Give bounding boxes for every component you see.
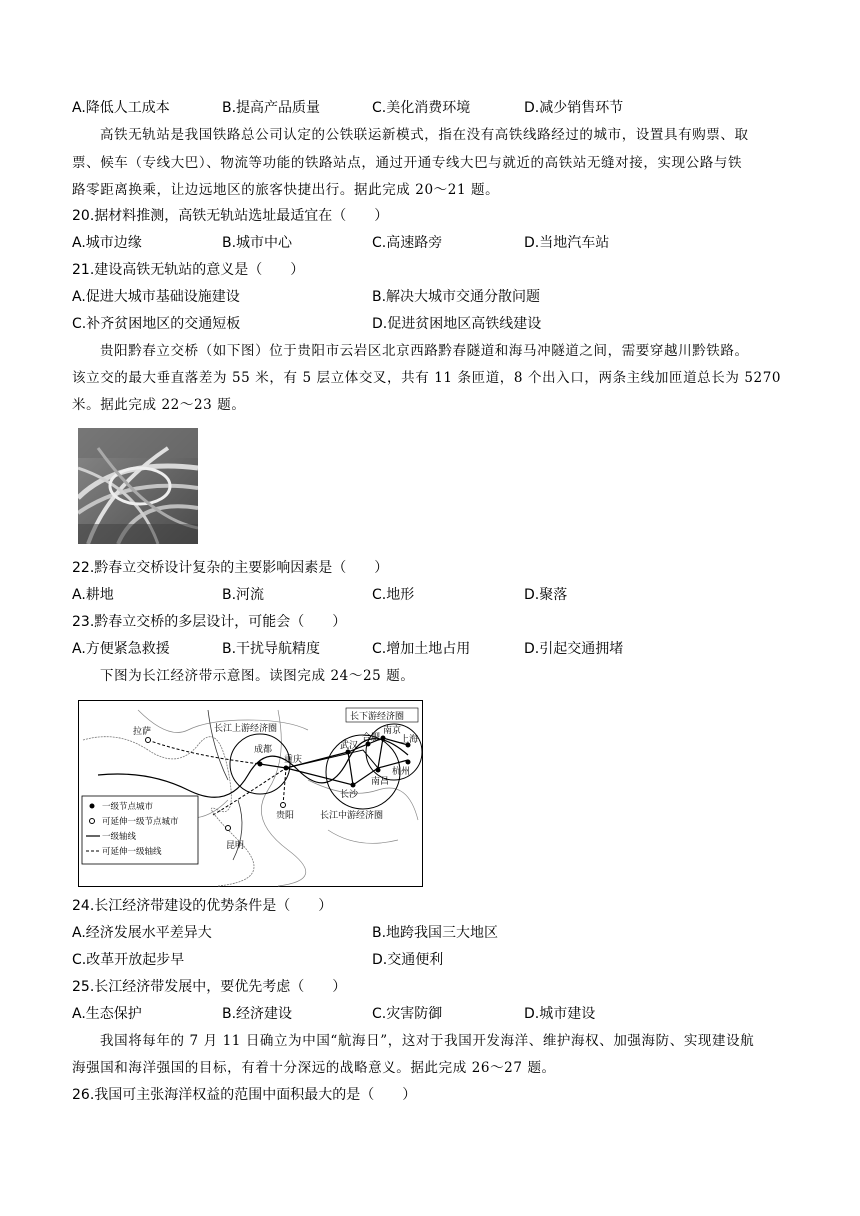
passage4-line: 我国将每年的 7 月 11 日确立为中国“航海日”，这对于我国开发海洋、维护海权、加强海防、实现建设航 [100,1033,755,1049]
q20-stem: 20.据材料推测，高铁无轨站选址最适宜在（ ） [72,208,389,224]
q25-option-a: A.生态保护 [72,1006,142,1022]
q23-stem: 23.黔春立交桥的多层设计，可能会（ ） [72,614,347,630]
legend-label: 可延伸一级轴线 [102,847,162,857]
q23-options [72,639,796,659]
map-city-label: 拉萨 [133,727,152,737]
q23-option-a: A.方便紧急救援 [72,641,170,657]
legend-label: 一级轴线 [102,832,137,842]
map-region-label: 长江上游经济圈 [214,724,278,734]
q20-option-b: B.城市中心 [222,235,293,251]
q21-option-c: C.补齐贫困地区的交通短板 [72,316,241,332]
q20-options [72,233,796,253]
q23-option-b: B.干扰导航精度 [222,641,321,657]
q25-option-c: C.灾害防御 [372,1006,443,1022]
map-city-label: 昆明 [226,841,245,851]
passage2-line: 米。据此完成 22～23 题。 [72,397,246,413]
q21-options-row2 [72,314,796,334]
q23-option-d: D.引起交通拥堵 [524,641,624,657]
interchange-photo [78,428,198,544]
q24-options-row2 [72,950,796,970]
passage2-line: 该立交的最大垂直落差为 55 米，有 5 层立体交叉，共有 11 条匝道，8 个出入口，两条主线加匝道总长为 5270 [72,370,782,386]
q22-option-b: B.河流 [222,587,265,603]
q25-option-b: B.经济建设 [222,1006,293,1022]
map-city-label: 长沙 [340,790,359,800]
map-city-label: 杭州 [392,767,411,777]
q25-option-d: D.城市建设 [524,1006,596,1022]
map-city-label: 成都 [254,745,273,755]
q24-option-a: A.经济发展水平差异大 [72,925,212,941]
map-city-label: 上海 [400,735,419,745]
passage2-line: 贵阳黔春立交桥（如下图）位于贵阳市云岩区北京西路黔春隧道和海马冲隧道之间，需要穿越川黔铁路。 [100,343,749,359]
legend-label: 可延伸一级节点城市 [102,817,179,827]
q24-option-b: B.地跨我国三大地区 [372,925,499,941]
q19-option-c: C.美化消费环境 [372,100,471,116]
map-city-label: 南昌 [371,777,390,787]
q22-option-c: C.地形 [372,587,415,603]
map-region-label: 长江中游经济圈 [320,811,384,821]
q24-stem: 24.长江经济带建设的优势条件是（ ） [72,898,333,914]
map-city-label: 合肥 [362,733,381,743]
q25-stem: 25.长江经济带发展中，要优先考虑（ ） [72,979,347,995]
q22-stem: 22.黔春立交桥设计复杂的主要影响因素是（ ） [72,560,389,576]
q23-option-c: C.增加土地占用 [372,641,471,657]
q21-option-d: D.促进贫困地区高铁线建设 [372,316,542,332]
q24-option-d: D.交通便利 [372,952,444,968]
legend-label: 一级节点城市 [102,802,154,812]
yangtze-economic-belt-map [78,700,423,887]
map-region-label: 长下游经济圈 [350,712,405,722]
q26-stem: 26.我国可主张海洋权益的范围中面积最大的是（ ） [72,1087,417,1103]
passage1-line: 票、候车（专线大巴）、物流等功能的铁路站点，通过开通专线大巴与就近的高铁站无缝对接，实现公路与铁 [72,155,743,171]
q20-option-a: A.城市边缘 [72,235,142,251]
q24-option-c: C.改革开放起步早 [72,952,185,968]
q21-option-b: B.解决大城市交通分散问题 [372,289,541,305]
q21-options-row1 [72,287,796,307]
map-city-label: 贵阳 [276,811,295,821]
passage1-line: 高铁无轨站是我国铁路总公司认定的公铁联运新模式，指在没有高铁线路经过的城市，设置具有购票、取 [100,127,749,143]
q19-option-d: D.减少销售环节 [524,100,624,116]
q25-options [72,1004,796,1024]
q19-option-a: A.降低人工成本 [72,100,170,116]
passage4-line: 海强国和海洋强国的目标，有着十分深远的战略意义。据此完成 26～27 题。 [72,1060,556,1076]
q21-option-a: A.促进大城市基础设施建设 [72,289,240,305]
map-city-label: 重庆 [284,755,303,765]
q20-option-c: C.高速路旁 [372,235,443,251]
passage1-line: 路零距离换乘，让边远地区的旅客快捷出行。据此完成 20～21 题。 [72,182,500,198]
q22-option-a: A.耕地 [72,587,114,603]
map-city-label: 南京 [383,726,402,736]
q24-options-row1 [72,923,796,943]
passage3-line: 下图为长江经济带示意图。读图完成 24～25 题。 [100,668,415,684]
q20-option-d: D.当地汽车站 [524,235,610,251]
q22-options [72,585,796,605]
q19-options [72,98,796,118]
map-city-label: 武汉 [340,741,359,751]
q19-option-b: B.提高产品质量 [222,100,321,116]
q22-option-d: D.聚落 [524,587,568,603]
q21-stem: 21.建设高铁无轨站的意义是（ ） [72,262,305,278]
